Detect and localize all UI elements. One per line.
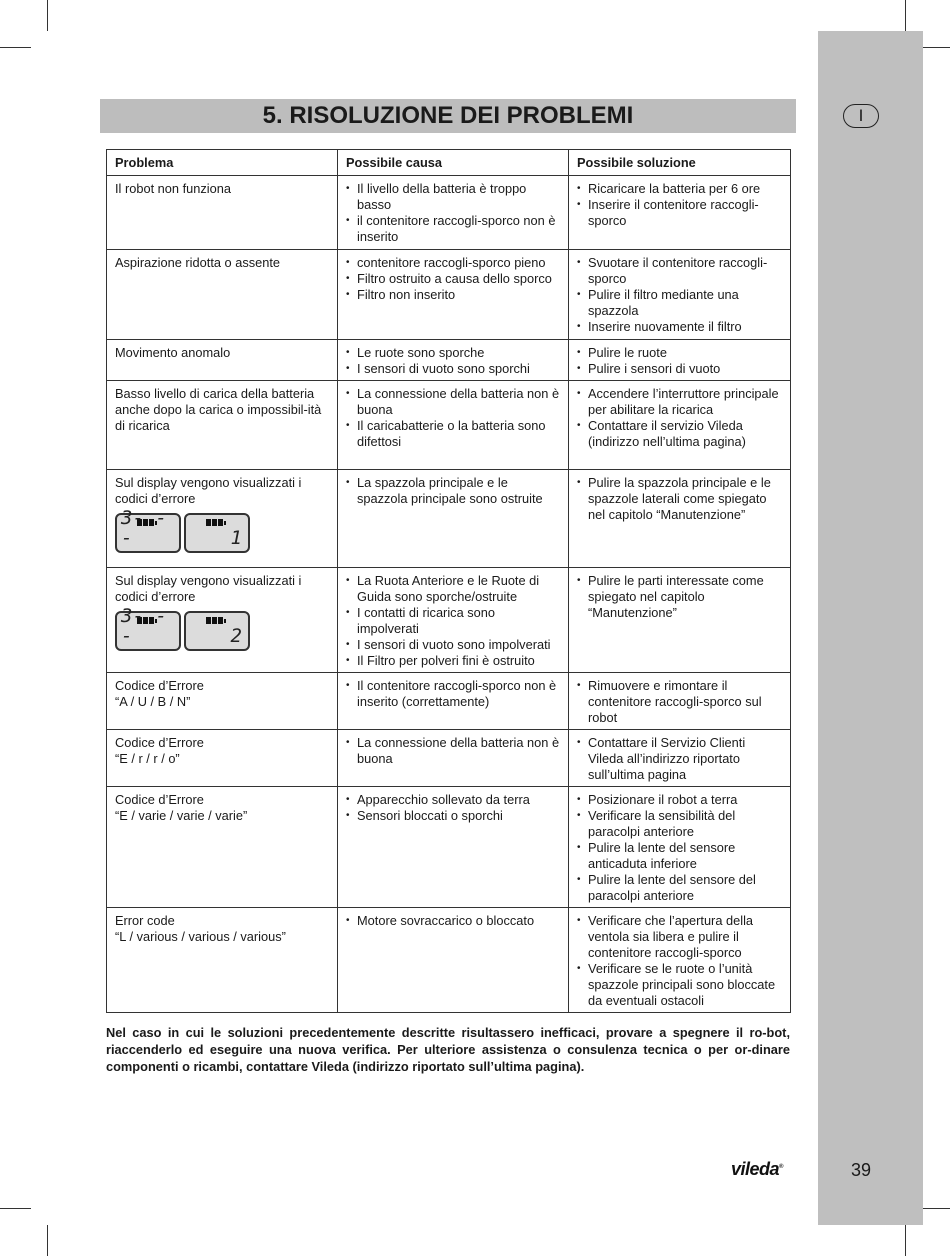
- column-header: Possibile causa: [338, 150, 569, 176]
- error-code-text: “E / varie / varie / varie”: [115, 808, 248, 823]
- solution-item: • Contattare il Servizio Clienti Vileda all’indirizzo riportato sull’ultima pagina: [577, 735, 782, 783]
- cause-item: • il contenitore raccogli-sporco non è inserito: [346, 213, 560, 245]
- problem-text: Codice d’Errore: [115, 678, 204, 693]
- table-header-row: [107, 150, 791, 176]
- battery-icon: [206, 617, 226, 624]
- solution-item: • Pulire i sensori di vuoto: [577, 361, 782, 377]
- cause-cell: [338, 176, 569, 250]
- footer-note: Nel caso in cui le soluzioni precedentemente descritte risultassero inefficaci, provare a spegnere il ro-bot, riaccenderlo ed eseguire una nuova verifica. Per ulteriore assistenza o consulenza tecnica o per or-dinare componenti o ricambi, contattare Vileda (indirizzo riportato sull’ultima pagina).: [106, 1025, 790, 1074]
- solution-cell: [569, 470, 791, 568]
- solution-cell: [569, 250, 791, 340]
- cause-item: • Motore sovraccarico o bloccato: [346, 913, 560, 929]
- solution-item: • Contattare il servizio Vileda (indirizzo nell’ultima pagina): [577, 418, 782, 450]
- crop-mark: [905, 1225, 906, 1256]
- solution-item: • Posizionare il robot a terra: [577, 792, 782, 808]
- solution-item: • Verificare che l’apertura della ventola sia libera e pulire il contenitore raccogli-sporco: [577, 913, 782, 961]
- lcd-panel: [184, 513, 250, 553]
- table-row: [107, 730, 791, 787]
- solution-item: • Inserire il contenitore raccogli-sporco: [577, 197, 782, 229]
- cause-cell: [338, 381, 569, 470]
- cause-cell: [338, 568, 569, 673]
- cause-cell: [338, 340, 569, 381]
- solution-item: • Pulire la lente del sensore anticaduta inferiore: [577, 840, 782, 872]
- error-code-text: “L / various / various / various”: [115, 929, 286, 944]
- problem-cell: [107, 250, 338, 340]
- lcd-code: 3- - -: [121, 605, 167, 647]
- column-header: Possibile soluzione: [569, 150, 791, 176]
- solution-cell: [569, 673, 791, 730]
- problem-cell: [107, 470, 338, 568]
- cause-item: • Il contenitore raccogli-sporco non è inserito (correttamente): [346, 678, 560, 710]
- language-badge: I: [843, 104, 879, 128]
- problem-cell: [107, 340, 338, 381]
- solution-item: • Pulire le parti interessate come spiegato nel capitolo “Manutenzione”: [577, 573, 782, 621]
- cause-item: • Il livello della batteria è troppo basso: [346, 181, 560, 213]
- solution-item: • Verificare se le ruote o l’unità spazzole principali sono bloccate da eventuali ostacoli: [577, 961, 782, 1009]
- error-display: [115, 605, 329, 651]
- cause-item: • I sensori di vuoto sono impolverati: [346, 637, 560, 653]
- lcd-code: 3- - -: [121, 507, 167, 549]
- lcd-panel: [115, 507, 181, 553]
- solution-item: • Verificare la sensibilità del paracolpi anteriore: [577, 808, 782, 840]
- cause-cell: [338, 908, 569, 1013]
- troubleshooting-table: [106, 149, 791, 1013]
- solution-cell: [569, 176, 791, 250]
- cause-cell: [338, 470, 569, 568]
- cause-item: • La connessione della batteria non è buona: [346, 386, 560, 418]
- solution-item: • Pulire la spazzola principale e le spazzole laterali come spiegato nel capitolo “Manutenzione”: [577, 475, 782, 523]
- vileda-logo: vileda®: [731, 1159, 783, 1179]
- solution-item: • Accendere l’interruttore principale per abilitare la ricarica: [577, 386, 782, 418]
- crop-mark: [920, 47, 950, 48]
- crop-mark: [920, 1208, 950, 1209]
- table-row: [107, 250, 791, 340]
- table-row: [107, 568, 791, 673]
- section-title: 5. RISOLUZIONE DEI PROBLEMI: [100, 99, 796, 133]
- lcd-code: 2: [230, 625, 242, 647]
- brand-name: vileda: [731, 1159, 780, 1179]
- cause-item: • La Ruota Anteriore e le Ruote di Guida sono sporche/ostruite: [346, 573, 560, 605]
- problem-cell: [107, 176, 338, 250]
- solution-cell: [569, 568, 791, 673]
- problem-cell: [107, 673, 338, 730]
- table-row: [107, 787, 791, 908]
- crop-mark: [47, 0, 48, 31]
- cause-item: • Apparecchio sollevato da terra: [346, 792, 560, 808]
- solution-cell: [569, 730, 791, 787]
- problem-text: Movimento anomalo: [115, 345, 231, 360]
- problem-cell: [107, 908, 338, 1013]
- problem-cell: [107, 787, 338, 908]
- crop-mark: [905, 0, 906, 31]
- cause-cell: [338, 250, 569, 340]
- lcd-code: 1: [230, 527, 242, 549]
- cause-item: • Il caricabatterie o la batteria sono difettosi: [346, 418, 560, 450]
- crop-mark: [47, 1225, 48, 1256]
- solution-cell: [569, 340, 791, 381]
- problem-cell: [107, 568, 338, 673]
- table-row: [107, 340, 791, 381]
- error-display: [115, 507, 329, 553]
- cause-cell: [338, 787, 569, 908]
- cause-item: • contenitore raccogli-sporco pieno: [346, 255, 560, 271]
- table-row: [107, 908, 791, 1013]
- problem-text: Error code: [115, 913, 175, 928]
- lcd-panel: [184, 611, 250, 651]
- cause-item: • I contatti di ricarica sono impolverati: [346, 605, 560, 637]
- cause-item: • Filtro ostruito a causa dello sporco: [346, 271, 560, 287]
- cause-item: • Le ruote sono sporche: [346, 345, 560, 361]
- solution-item: • Pulire il filtro mediante una spazzola: [577, 287, 782, 319]
- solution-item: • Ricaricare la batteria per 6 ore: [577, 181, 782, 197]
- error-code-text: “E / r / r / o”: [115, 751, 180, 766]
- battery-icon: [206, 519, 226, 526]
- solution-item: • Inserire nuovamente il filtro: [577, 319, 782, 335]
- cause-item: • Sensori bloccati o sporchi: [346, 808, 560, 824]
- page-number: 39: [850, 1160, 872, 1180]
- column-header: Problema: [107, 150, 338, 176]
- solution-item: • Rimuovere e rimontare il contenitore raccogli-sporco sul robot: [577, 678, 782, 726]
- lcd-panel: [115, 605, 181, 651]
- problem-text: Sul display vengono visualizzati i codici d’errore: [115, 475, 302, 506]
- solution-item: • Svuotare il contenitore raccogli-sporco: [577, 255, 782, 287]
- problem-text: Codice d’Errore: [115, 792, 204, 807]
- cause-item: • La connessione della batteria non è buona: [346, 735, 560, 767]
- error-code-text: “A / U / B / N”: [115, 694, 191, 709]
- cause-item: • Filtro non inserito: [346, 287, 560, 303]
- problem-text: Sul display vengono visualizzati i codici d’errore: [115, 573, 302, 604]
- cause-item: • La spazzola principale e le spazzola principale sono ostruite: [346, 475, 560, 507]
- solution-item: • Pulire le ruote: [577, 345, 782, 361]
- problem-cell: [107, 381, 338, 470]
- table-row: [107, 176, 791, 250]
- problem-cell: [107, 730, 338, 787]
- solution-cell: [569, 908, 791, 1013]
- problem-text: Aspirazione ridotta o assente: [115, 255, 281, 270]
- cause-cell: [338, 673, 569, 730]
- cause-item: • I sensori di vuoto sono sporchi: [346, 361, 560, 377]
- side-tab: [818, 31, 923, 1225]
- problem-text: Codice d’Errore: [115, 735, 204, 750]
- solution-item: • Pulire la lente del sensore del paracolpi anteriore: [577, 872, 782, 904]
- table-row: [107, 673, 791, 730]
- cause-cell: [338, 730, 569, 787]
- crop-mark: [0, 1208, 31, 1209]
- problem-text: Basso livello di carica della batteria anche dopo la carica o impossibil-ità di ricarica: [115, 386, 322, 433]
- solution-cell: [569, 787, 791, 908]
- crop-mark: [0, 47, 31, 48]
- table-row: [107, 470, 791, 568]
- problem-text: Il robot non funziona: [115, 181, 231, 196]
- cause-item: • Il Filtro per polveri fini è ostruito: [346, 653, 560, 669]
- solution-cell: [569, 381, 791, 470]
- table-row: [107, 381, 791, 470]
